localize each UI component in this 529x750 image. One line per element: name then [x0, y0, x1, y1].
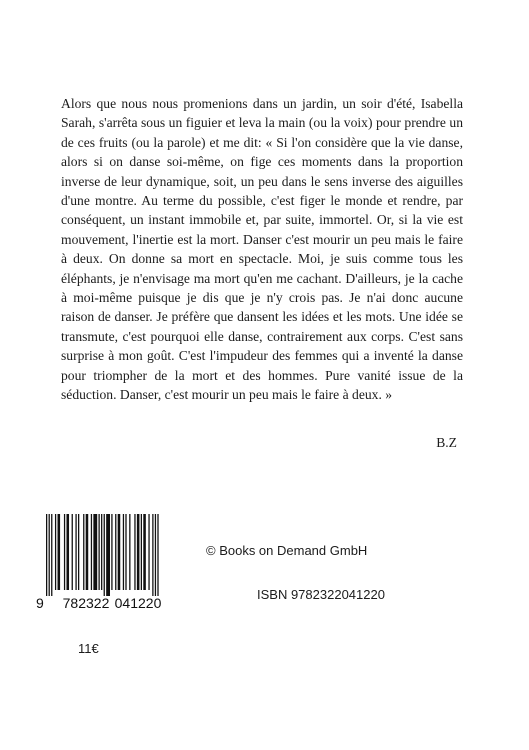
- barcode-bar: [93, 514, 97, 590]
- blurb-text: Alors que nous nous promenions dans un jardin, un soir d'été, Isabella Sarah, s'arrêta sous un figuier et leva la main (ou la voix) pour prendre un de ces fruits (ou la parole) et me dit: « Si l'on considère que la vie danse, alors si on danse soi-même, on fige ces moments dans la proportion inverse de leur dynamique, soit, un peu dans le sens inverse des aiguilles d'une montre. Au terme du possible, c'est figer le monde et rendre, par conséquent, un instant immobile et, par suite, immortel. Or, si la vie est mouvement, l'inertie est la mort. Danser c'est mourir un peu mais le faire à deux. On donne sa mort en spectacle. Moi, je suis comme tous les éléphants, je n'envisage ma mort qu'en me cachant. D'ailleurs, je la cache à moi-même puisque je dis que je n'y crois pas. Je n'ai donc aucune raison de danser. Je préfère que dansent les idées et les mots. Une idée se transmute, c'est pourquoi elle danse, contrairement aux corps. C'est sans surprise à mon goût. C'est l'impudeur des femmes qui a inventé la danse pour triompher de la mort et des hommes. Pure vanité issue de la séduction. Danser, c'est mourir un peu mais le faire à deux. »: [61, 96, 463, 403]
- barcode-bar: [134, 514, 135, 590]
- barcode-bar: [111, 514, 112, 590]
- barcode-bar: [83, 514, 84, 590]
- barcode-bar: [104, 514, 105, 596]
- barcode-left-digits: 782322: [62, 595, 110, 611]
- barcode-bar: [91, 514, 92, 590]
- barcode-bar: [72, 514, 73, 590]
- barcode-bar: [155, 514, 156, 596]
- isbn-barcode: [34, 512, 174, 612]
- barcode-bar: [115, 514, 116, 590]
- publisher-credit: © Books on Demand GmbH: [206, 543, 368, 558]
- price-label: 11€: [78, 641, 99, 656]
- barcode-graphic: [34, 512, 174, 612]
- barcode-bar: [98, 514, 99, 590]
- barcode-bar: [78, 514, 79, 590]
- barcode-bar: [86, 514, 89, 590]
- isbn-number: ISBN 9782322041220: [257, 587, 385, 602]
- barcode-bar: [148, 514, 149, 590]
- barcode-bar: [129, 514, 130, 590]
- barcode-bar: [125, 514, 126, 590]
- barcode-bar: [49, 514, 50, 596]
- barcode-bar: [106, 514, 110, 596]
- barcode-bar: [64, 514, 65, 590]
- barcode-bar: [55, 514, 56, 590]
- barcode-bar: [143, 514, 146, 590]
- barcode-bar: [51, 514, 52, 596]
- barcode-bar: [58, 514, 61, 590]
- barcode-bar: [157, 514, 158, 596]
- barcode-first-digit: 9: [36, 595, 44, 611]
- barcode-bars: [46, 514, 159, 596]
- barcode-bar: [137, 514, 140, 590]
- barcode-right-digits: 041220: [114, 595, 162, 611]
- barcode-bar: [141, 514, 142, 590]
- author-signature: B.Z: [436, 435, 457, 450]
- barcode-bar: [66, 514, 69, 590]
- barcode-bar: [152, 514, 153, 596]
- barcode-bar: [118, 514, 121, 590]
- barcode-bar: [46, 514, 47, 596]
- barcode-bar: [123, 514, 124, 590]
- barcode-bar: [101, 514, 102, 590]
- barcode-bar: [75, 514, 76, 590]
